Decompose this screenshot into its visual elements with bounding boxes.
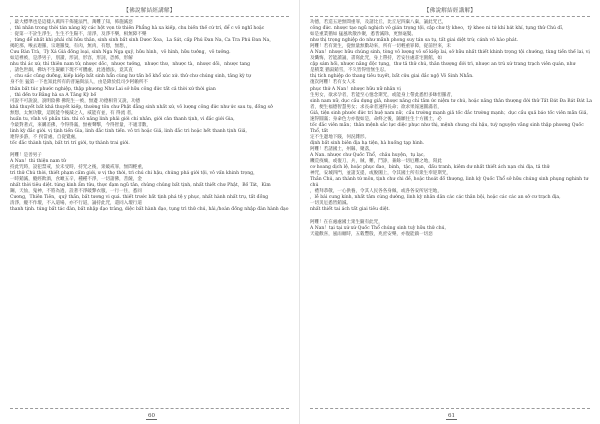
text-line: như thị trọng nghiệp do như mãnh phong suy tán sa tụ, tất giai diệt trừ, cánh vô hào phát.	[310, 38, 518, 44]
text-line: Giả, tiện sinh phước đức trí huệ nam nữ；cầu trường mạnh giả tốc đắc trường mạnh；dục cầu quả báo tốc viên mãn Giả,	[310, 110, 588, 116]
text-line: 揭陀那，喉去迦羅，宗迦羅隻，有肉，無肉，有想，無想，，	[10, 44, 131, 50]
text-line: ，chu sắc cũng dưỡng, kiếp kiếp bất sinh hẩn cùng hư tấn bố khổ xúc xứ. thử chư chúng sinh, tăng kỳ tự	[10, 74, 251, 80]
page-body	[10, 20, 291, 213]
text-line: 一切災厄悉皆銷滅。	[310, 201, 351, 207]
text-line: Thần Chú, an thành tứ môn, tịnh chư chi đề, hoặc thoát đồ thượng, linh kỳ Quốc Thổ sở hữu chúng sinh phụng nghinh tư chú	[310, 177, 589, 189]
text-line: 阿難！若有衆生，從無量無數劫來，所有一切輕重罪障，從前世來，未	[310, 44, 451, 50]
text-line: 及懺悔，若能讀誦，書寫此咒，身上帶持，若安住處莊宅園館，如	[310, 56, 442, 62]
text-line: 天龍歡喜，風雨順時，五穀豐殷，兆庶安樂，亦復能鎮一切惡	[310, 231, 433, 237]
text-line: thân bất túc phước nghiệp, thập phương Như Lai sở hữu công đức tất cả thời xứ thời gian	[10, 86, 216, 92]
right-page	[300, 0, 600, 424]
text-line: 身不住 猛第一下也知此所有的普遍與法人，由是降於低司少阿賴所不	[10, 80, 148, 86]
text-line: ，thì đến tư Bằng hà sa A Tăng Kỳ bố	[10, 92, 97, 98]
text-line: 者，便生福德智慧男女；求長命者速得長命；欲求果報速圓滿者，	[310, 104, 442, 110]
text-line: A Nan！tại tại xứ xứ Quốc Thổ chúng sinh tuỳ hữu thử chú,	[310, 225, 447, 231]
text-line: cơ hoang dịch lệ, hoặc phục đao，binh，tặc，nạn，đấu tranh, kiêm dư nhất thiết ách nạn chi địa, tả thử	[310, 165, 550, 171]
text-line: 定不生邊地下賤，何況雜形。	[310, 134, 370, 140]
text-line: tốc đắc thành tịnh, bất tri trí giới, tự thành trai giới.	[10, 140, 130, 146]
text-line: 無想，太無功數，這既能今後減之人，威能有並，有 得流 者，	[10, 110, 136, 116]
text-line: 饑荒疫癘，或復刀，兵，賊，難，鬥諍，兼餘一切厄難之地，寫此	[310, 159, 442, 165]
text-line: thị tích nghiệp do thang tiêu tuyết, bất cửu giai đắc ngộ Vô Sinh Nhẫn.	[310, 74, 474, 80]
page-body	[310, 20, 592, 238]
text-line: tốc đắc viên mãn；thân mệnh sắc lực diệc phục như thị, mệnh chung chi hậu, tuỳ nguyện vãng sinh thập phương Quốc Thổ, tất	[310, 122, 584, 134]
text-line: A Nan. nhược chư Quốc Thổ，châu huyện，tụ lạc,	[310, 153, 425, 159]
footer-divider	[10, 408, 289, 409]
text-line: sinh nam nữ, dục cầu dựng giả, nhược năng chí tâm ức niệm tư chú, hoặc năng thân thượng đới thử Tất Đát Đa Bát Đát La	[310, 98, 593, 104]
text-line: ，từng để nhất khi phải chỉ hữu thân, sinh sinh bất sinh Dươc Xoa，La Sát, cấp Phú Đan Na, Ca Tra Phú Đan Na，	[10, 38, 274, 44]
text-line: nhu thì ác xứ, thì thiên nam tử, nhược dõc，nhược tưởng，nhược thư，nhược tà，nhược dõi，nhược tang	[10, 62, 250, 68]
text-line: ，諸色世韻，佛坊不生凝顧下現不可體處，此過德法，竟其直	[10, 68, 133, 74]
text-line: 功德，若造五逆無間重罪，及諸比丘，比丘尼四棄八棄，誦此咒已，	[310, 20, 447, 25]
text-line: 清淨，縱不作壇，不入道場，亦不行道，誦持此咒，還同入壇行道	[10, 201, 142, 207]
paragraph-block	[10, 20, 291, 147]
text-line: ，thì nhân trong thời tán nàng kỳ các hột vọn từ thiên Phẩng hà xa kiếp, chu biến thế cứ trí, để c vô nghĩ hoặc	[10, 26, 265, 32]
text-line: 生男女，欲求孕者，若能至心憶念斯咒，或能身上帶此悉怛多缽怛羅者，	[310, 92, 456, 98]
text-line: 阿難！若諸國土，州縣，聚落，	[310, 146, 374, 152]
text-line: 如這裡被，是淨男子，別讀，形詞，形容，形詞，恐怖，形解	[10, 56, 133, 62]
text-line: định bất sinh biên địa hạ tiện, hà huống tạp hình.	[310, 140, 425, 146]
text-line: A Nan！nhược hữu chúng sinh, tòng vô lượng vô số kiếp lai, sở hữu nhất thiết khinh trọng tội chướng, tùng tiền thế lai, vị	[310, 50, 590, 56]
text-line: 速得圓滿；身命色力亦復如是，命終之後，隨願往生十方國土，必	[310, 116, 442, 122]
page-number: 60	[148, 413, 155, 419]
text-line: A Nan！thì thiện nam tử	[10, 159, 66, 165]
text-line: 如是重業猶如 猛風吹散沙聚，悉皆滅除，更無毫髮。	[310, 32, 417, 38]
text-line: cập sám hối, nhược năng độc tụng，thư tả thử chú, thân thượng đới trì, nhược an trú xứ trang trạch viên quán, như	[310, 62, 576, 68]
paragraph-block	[310, 20, 592, 214]
text-line: huấn tu, vĩnh vô phần tán. thì cô năng linh phải giới chí nhân, giới cản thanh tịnh, vì đắc giới Gia,	[10, 116, 235, 122]
text-line: 神咒，安城四門，並諸支提，或脫闍上，令其國土所有衆生奉迎斯咒，	[310, 171, 451, 177]
running-header: 【佛說解結經講解】	[423, 8, 477, 14]
text-line: khả thuyết bất khả thuyết kiếp, thường tôn chư Phật đẳng sinh nhất xứ, vô lượng công đức như ức sau tụ, đồng sở	[10, 104, 273, 110]
text-line: 鋼，天仙，鬼神，不將為過，設著不淨破弊衣服，一行一住，悉同	[10, 189, 142, 195]
page-number: 61	[448, 413, 455, 419]
text-line: nhất thiết tai ách tất giai tiêu diệt.	[310, 207, 390, 213]
text-line: ：從第一不詮生淨生，生生不生陽不，清淨，及淨不樂，相無障不樂	[10, 32, 147, 38]
text-line: Cương，Thiên Tiên，quỷ thần, bất tương vi quá. thiết trước bất tịnh phá tệ y phục, nhất hành nhất trụ, tất đồng	[10, 195, 269, 201]
text-line: thanh tịnh. túng bất tác đàn, bất nhập đạo tràng, diệc bất hành đạo, tụng trì thử chú, hải,/hoàn đồng nhập đàn hành đạo	[10, 207, 289, 213]
text-line: trì thử Chú thời, thiết phạm cấm giới, ư vị thọ thời, trì chú chi hậu, chúng phá giới tội, vô vấn khinh trọng，	[10, 171, 258, 177]
text-line: ，lễ bái cung kính, nhất tâm cúng dường, linh kỳ nhân dân các các thân bội, hoặc các các an sở cư trạch địa,	[310, 195, 561, 201]
text-line: 可說不可說說，說明陰佛 佛陀生一被，無邊 功德相背又說，功德	[10, 98, 141, 104]
text-line: Cưu Bàn Trà，Tỳ Xá Giá đồng loại, sinh Nga Ngạ quỷ, hữu hình，vô hình, hữu tưởng，vô tưởng.	[10, 50, 231, 56]
text-line: 一時銷滅，縱經飲酒，食噉五辛，種種不淨，一切諸佛，菩薩，金	[10, 177, 142, 183]
text-line: 復次阿難！若有女人未	[310, 80, 356, 86]
text-line: 阿難！在在處處國土衆生隨有此咒，	[310, 219, 383, 225]
text-line: ，最大標準也是這樣入萬四千佈施法門，萬難了知，佈施滅惡	[10, 20, 133, 25]
text-line: 連得多游，不 拐當處，自從覺處，	[10, 134, 80, 140]
paragraph-block	[310, 220, 592, 238]
text-line: 阿難！是善男子	[10, 152, 42, 158]
text-line: ，禮拜恭敬，一心供養，令其人民各各身佩，或各各安所居宅地，	[310, 189, 442, 195]
running-header: 【佛說解結經講解】	[123, 8, 176, 14]
text-line: linh kỳ đắc giới. vị tịnh tiền Gia, linh đắc tinh tiến. vô tri hoặc Giả, linh đắc tri hoặc hết thanh tịnh Giả,	[10, 128, 247, 134]
text-line: công đức. nhược tạo ngũ nghịch vô gián trọng tội, cập chư tỳ kheo，tỳ kheo ni tứ khí bát khí, tụng thử Chú dĩ,	[310, 26, 564, 32]
header-divider	[310, 16, 590, 17]
header-divider	[10, 16, 289, 17]
footer-divider	[310, 408, 590, 409]
text-line: nhất thời tiêu diệt. túng kinh ẩm tửu, thực đạm ngũ tân, chủng chủng bất tịnh, nhất thiết chư Phật，Bồ Tát，Kim	[10, 183, 271, 189]
text-line: phục thứ A Nan！nhược hữu nữ nhân vị	[310, 86, 401, 92]
paragraph-block	[10, 153, 291, 213]
text-line: 是積業 猶湯銷雪，不久皆得悟無生忍。	[310, 68, 389, 74]
text-line: 今最對著式，來購差佛，今得得滿，無複聲擊，今得智量，不適非數，	[10, 122, 151, 128]
text-line: 持此咒時，設犯禁戒，於未受時，持咒之後，衆破戒罪，無間輕重，	[10, 165, 147, 171]
